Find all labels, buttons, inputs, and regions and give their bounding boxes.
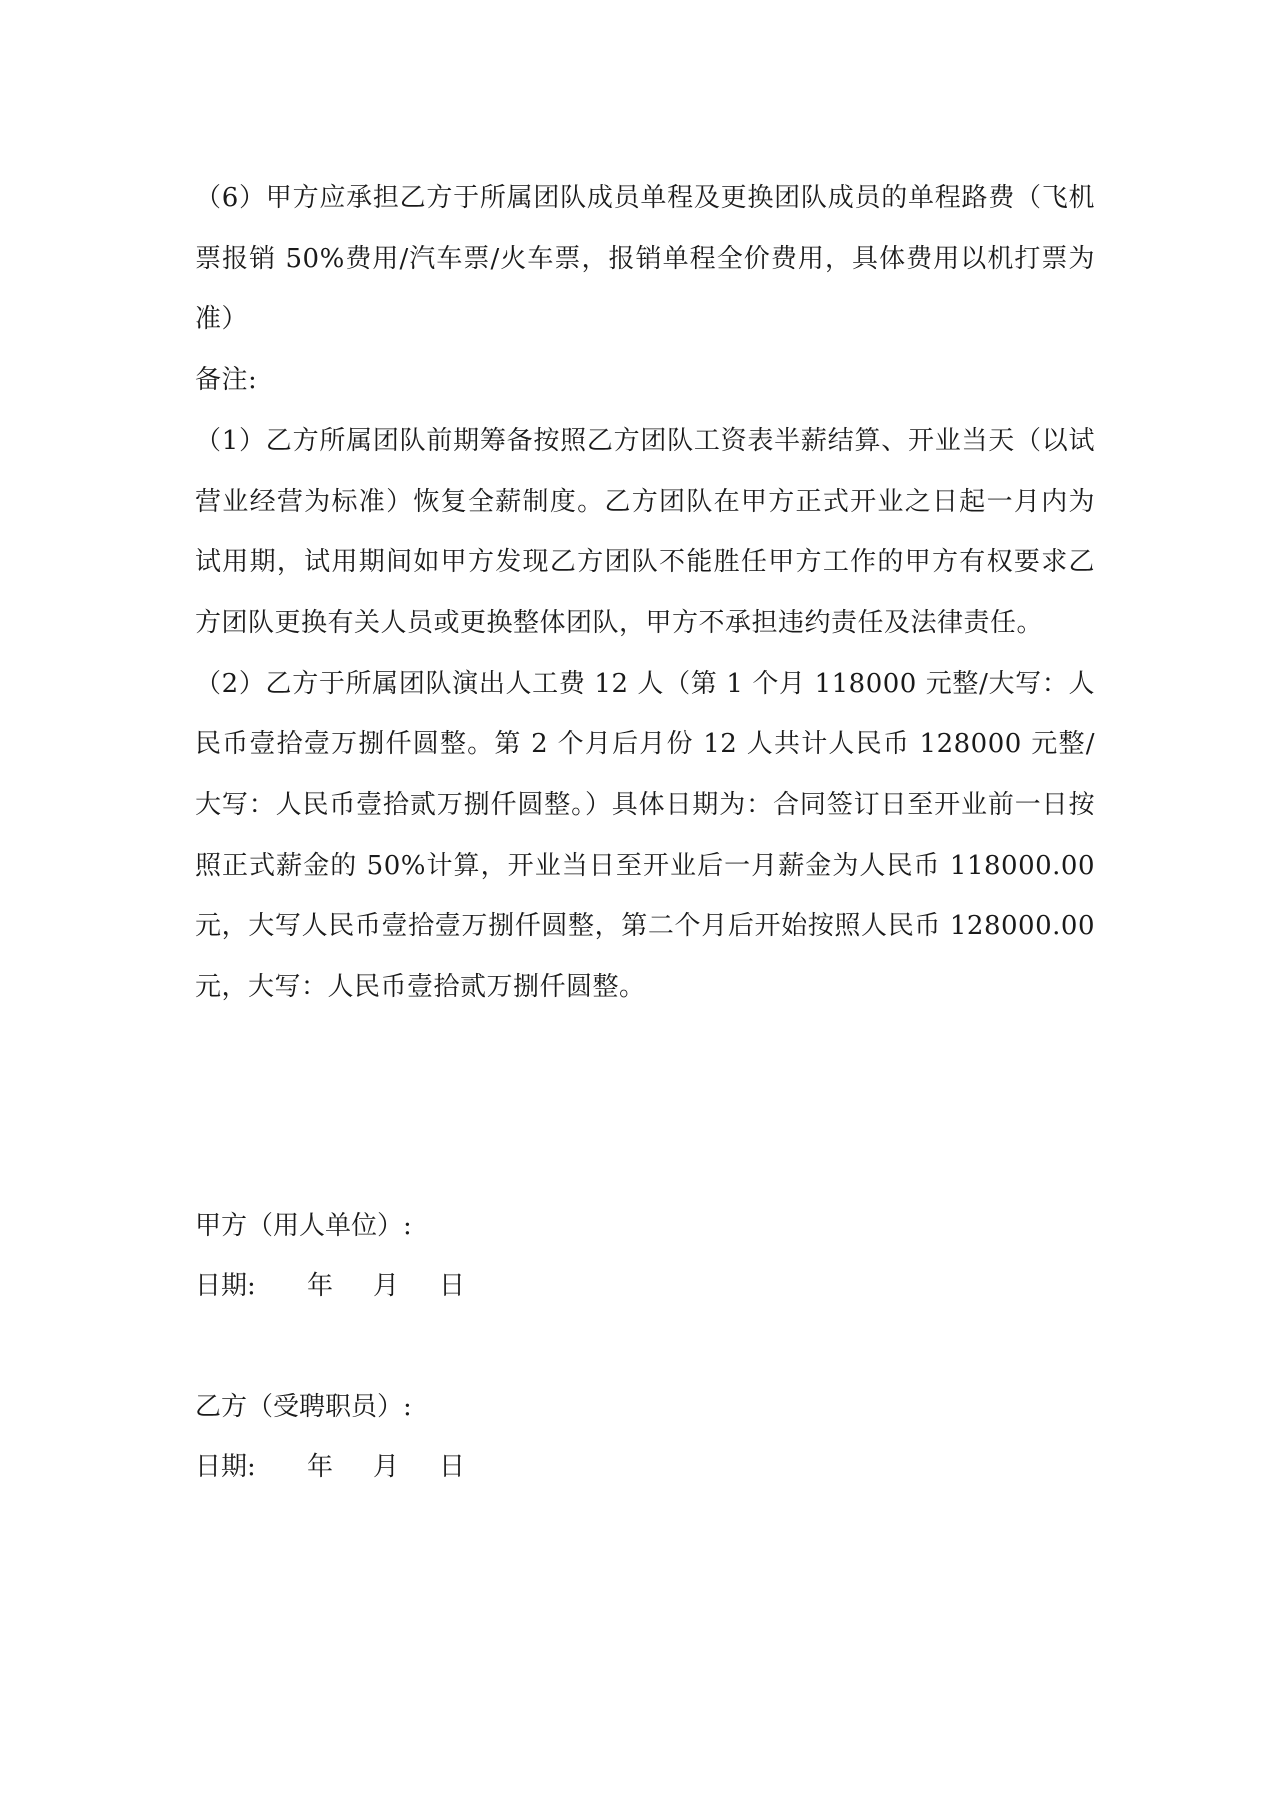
- party-b-date-label: 日期:: [195, 1452, 256, 1482]
- clause-item-6: （6）甲方应承担乙方于所属团队成员单程及更换团队成员的单程路费（飞机票报销 50%费用/汽车票/火车票，报销单程全价费用，具体费用以机打票为准）: [195, 183, 1095, 335]
- party-a-date-month: 月: [373, 1271, 400, 1301]
- party-b-label: 乙方（受聘职员）:: [195, 1392, 412, 1422]
- party-b-date-year: 年: [307, 1452, 334, 1482]
- party-b-date-line: [195, 1437, 895, 1497]
- note-2: （2）乙方于所属团队演出人工费 12 人（第 1 个月 118000 元整/大写：人民币壹拾壹万捌仟圆整。第 2 个月后月份 12 人共计人民币 128000 元整/大写：人民币壹拾贰万捌仟圆整。）具体日期为：合同签订日至开业前一日按照正式薪金的 50%计算，开业当日至开业后一月薪金为人民币 118000.00 元，大写人民币壹拾壹万捌仟圆整，第二个月后开始按照人民币 128000.00 元，大写：人民币壹拾贰万捌仟圆整。: [195, 668, 1095, 1003]
- contract-body: [195, 168, 1095, 1018]
- party-b-signature-block: [195, 1377, 895, 1497]
- party-a-date-year: 年: [307, 1271, 334, 1301]
- party-a-label: 甲方（用人单位）:: [195, 1211, 412, 1241]
- party-a-date-label: 日期:: [195, 1271, 256, 1301]
- party-b-date-day: 日: [439, 1452, 466, 1482]
- note-1: （1）乙方所属团队前期筹备按照乙方团队工资表半薪结算、开业当天（以试营业经营为标准）恢复全薪制度。乙方团队在甲方正式开业之日起一月内为试用期，试用期间如甲方发现乙方团队不能胜任甲方工作的甲方有权要求乙方团队更换有关人员或更换整体团队，甲方不承担违约责任及法律责任。: [195, 425, 1095, 638]
- party-a-date-line: [195, 1256, 895, 1316]
- notes-heading: 备注:: [195, 365, 258, 396]
- party-a-date-day: 日: [439, 1271, 466, 1301]
- party-a-signature-block: [195, 1196, 895, 1316]
- party-b-date-month: 月: [373, 1452, 400, 1482]
